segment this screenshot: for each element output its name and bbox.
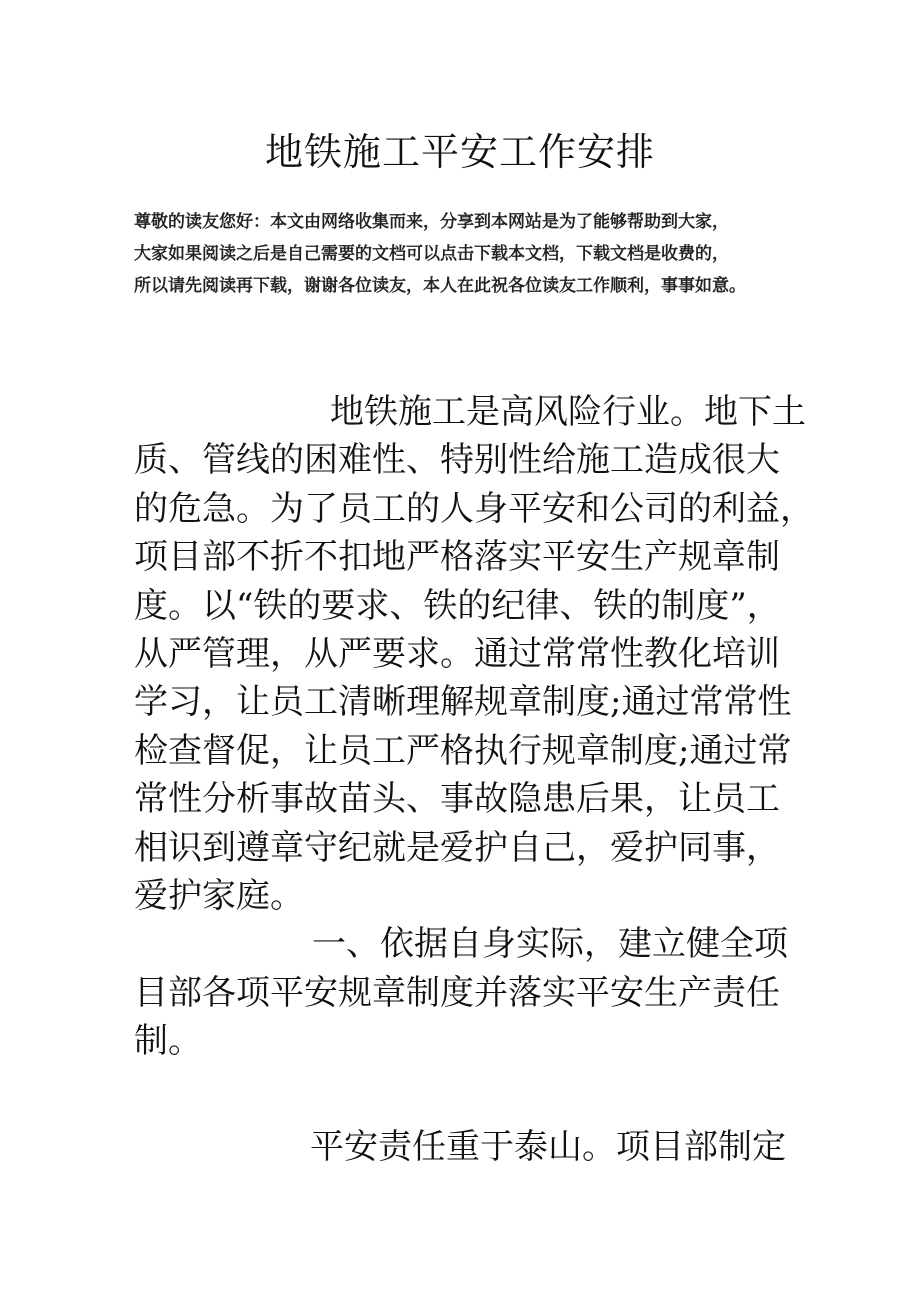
paragraph-line: 相识到遵章守纪就是爱护自己，爱护同事， (134, 827, 780, 868)
paragraph-line: 从严管理，从严要求。通过常常性教化培训 (134, 633, 780, 674)
paragraph-intro (134, 388, 814, 920)
paragraph-line: 平安责任重于泰山。项目部制定 (310, 1127, 786, 1168)
paragraph-line: 质、管线的困难性、特别性给施工造成很大 (134, 440, 780, 481)
paragraph-line: 项目部不折不扣地严格落实平安生产规章制 (134, 537, 780, 578)
paragraph-line: 的危急。为了员工的人身平安和公司的利益， (134, 488, 814, 529)
paragraph-line: 检查督促，让员工严格执行规章制度;通过常 (134, 730, 792, 771)
heading-line: 一、依据自身实际，建立健全项 (312, 924, 788, 965)
paragraph-line: 度。以“铁的要求、铁的纪律、铁的制度”， (134, 585, 781, 626)
notice-line: 所以请先阅读再下载，谢谢各位读友，本人在此祝各位读友工作顺利，事事如意。 (134, 276, 746, 296)
paragraph-responsibility (134, 1123, 814, 1171)
heading-line: 目部各项平安规章制度并落实平安生产责任 (134, 972, 780, 1013)
paragraph-line: 爱护家庭。 (134, 875, 304, 916)
paragraph-spacer (134, 1065, 814, 1123)
document-title: 地铁施工平安工作安排 (264, 130, 655, 174)
paragraph-line: 学习，让员工清晰理解规章制度;通过常常性 (134, 682, 792, 723)
download-notice (134, 206, 814, 302)
paragraph-line: 地铁施工是高风险行业。地下土 (330, 392, 806, 432)
notice-line: 尊敬的读友您好：本文由网络收集而来，分享到本网站是为了能够帮助到大家， (134, 212, 729, 232)
document-body (134, 388, 814, 1172)
heading-line: 制。 (134, 1021, 202, 1062)
paragraph-line: 常性分析事故苗头、事故隐患后果，让员工 (134, 779, 780, 820)
notice-line: 大家如果阅读之后是自己需要的文档可以点击下载本文档，下载文档是收费的， (134, 244, 729, 264)
section-heading-1 (134, 920, 814, 1065)
